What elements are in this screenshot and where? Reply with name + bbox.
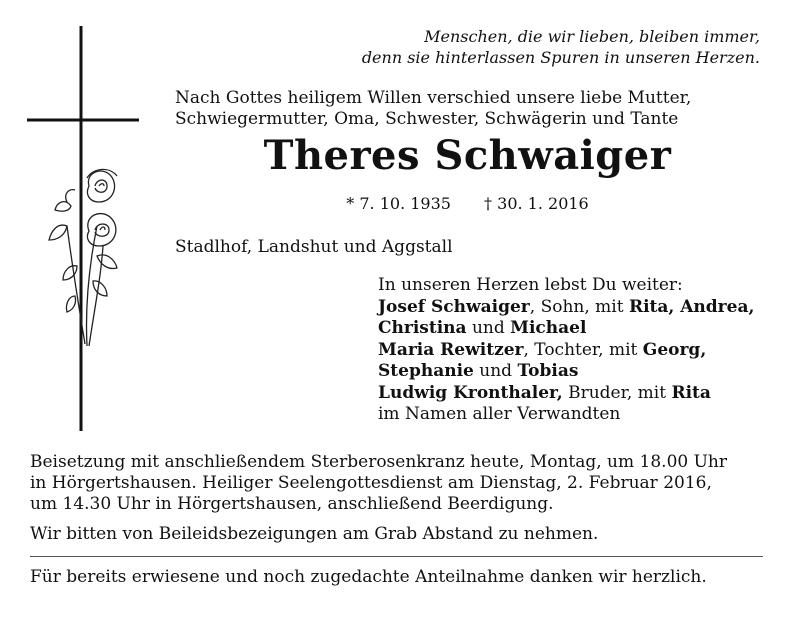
cross-with-roses-icon <box>27 26 157 436</box>
funeral-details <box>30 452 760 515</box>
relatives-list <box>378 275 768 426</box>
thanks-text: Für bereits erwiesene und noch zugedachte Anteilnahme danken wir herzlich. <box>30 567 707 587</box>
intro-line: Nach Gottes heiligem Willen verschied unsere liebe Mutter, <box>175 88 692 108</box>
quote-line: denn sie hinterlassen Spuren in unseren Herzen. <box>361 48 760 67</box>
memorial-quote <box>300 26 760 68</box>
place-text: Stadlhof, Landshut und Aggstall <box>175 237 453 257</box>
relative-entry: Maria Rewitzer, Tochter, mit Georg, Stephanie und Tobias <box>378 339 707 381</box>
funeral-line: in Hörgertshausen. Heiliger Seelengottesdienst am Dienstag, 2. Februar 2016, <box>30 473 712 493</box>
intro-text <box>175 88 760 130</box>
deceased-name: Theres Schwaiger <box>263 132 672 179</box>
quote-line: Menschen, die wir lieben, bleiben immer, <box>424 27 760 46</box>
funeral-line: um 14.30 Uhr in Hörgertshausen, anschließend Beerdigung. <box>30 494 554 514</box>
funeral-line: Beisetzung mit anschließendem Sterberosenkranz heute, Montag, um 18.00 Uhr <box>30 452 728 472</box>
birth-date: * 7. 10. 1935 <box>346 194 451 213</box>
relatives-heading: In unseren Herzen lebst Du weiter: <box>378 275 683 295</box>
divider <box>30 556 763 557</box>
death-date: † 30. 1. 2016 <box>484 194 589 213</box>
relatives-closing: im Namen aller Verwandten <box>378 404 621 424</box>
relative-entry: Josef Schwaiger, Sohn, mit Rita, Andrea, Christina und Michael <box>378 296 755 338</box>
relative-entry: Ludwig Kronthaler, Bruder, mit Rita <box>378 382 711 403</box>
life-dates <box>175 194 760 213</box>
intro-line: Schwiegermutter, Oma, Schwester, Schwägerin und Tante <box>175 109 679 129</box>
condolence-request: Wir bitten von Beileidsbezeigungen am Grab Abstand zu nehmen. <box>30 524 599 544</box>
